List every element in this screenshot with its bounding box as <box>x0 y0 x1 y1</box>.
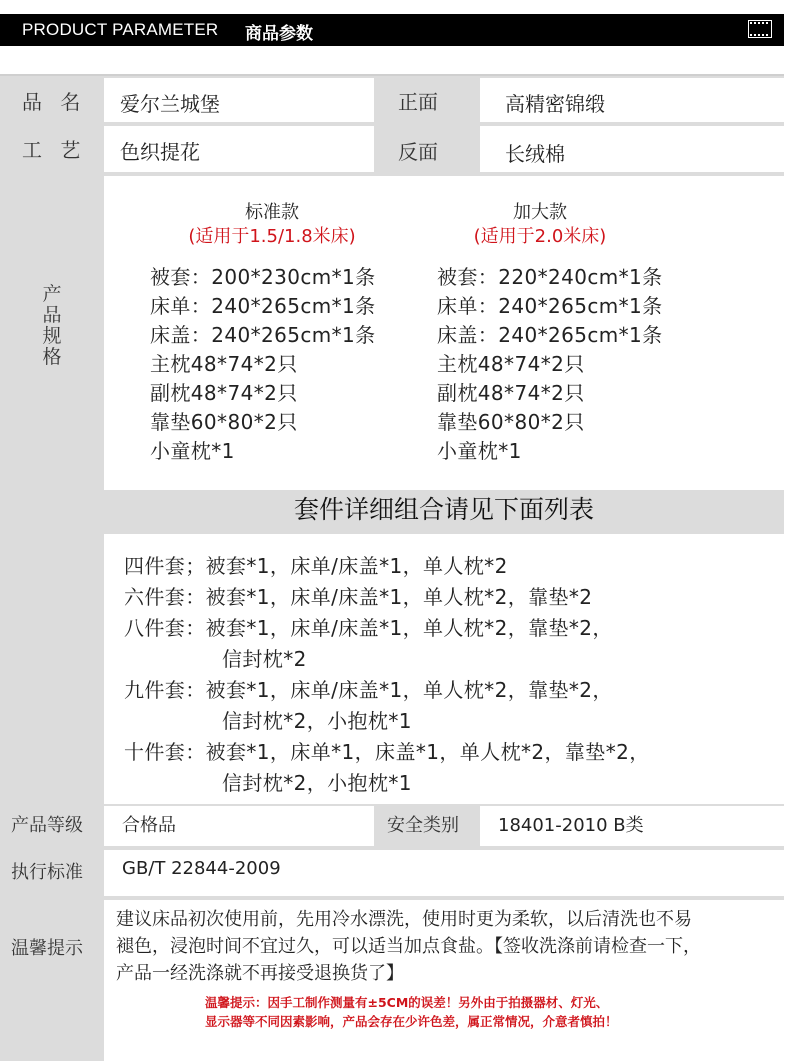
standard-label: 执行标准 <box>11 862 83 883</box>
craft-value: 色织提花 <box>120 140 200 164</box>
header-title-cn: 商品参数 <box>245 24 313 44</box>
film-icon <box>748 20 772 38</box>
large-item: 靠垫60*80*2只 <box>437 410 585 434</box>
spec-label: 产品规格 <box>42 283 62 368</box>
standard-item: 床盖：240*265cm*1条 <box>150 323 376 347</box>
safety-label: 安全类别 <box>387 815 459 836</box>
large-subtitle: (适用于2.0米床) <box>473 226 607 247</box>
combo-line: 九件套：被套*1，床单/床盖*1，单人枕*2，靠垫*2， <box>124 678 613 702</box>
tips-line: 产品一经洗涤就不再接受退换货了】 <box>116 963 404 984</box>
standard-item: 床单：240*265cm*1条 <box>150 294 376 318</box>
tips-line: 褪色，浸泡时间不宜过久，可以适当加点食盐。【签收洗涤前请检查一下， <box>116 936 701 957</box>
front-value: 高精密锦缎 <box>505 92 605 116</box>
large-item: 床盖：240*265cm*1条 <box>437 323 663 347</box>
combo-line: 信封枕*2，小抱枕*1 <box>222 709 412 733</box>
name-label: 品 名 <box>22 90 87 114</box>
large-item: 副枕48*74*2只 <box>437 381 585 405</box>
combo-line: 信封枕*2，小抱枕*1 <box>222 771 412 795</box>
combo-line: 六件套：被套*1，床单/床盖*1，单人枕*2，靠垫*2 <box>124 585 593 609</box>
standard-item: 主枕48*74*2只 <box>150 352 298 376</box>
tips-label: 温馨提示 <box>11 938 83 959</box>
standard-item: 被套：200*230cm*1条 <box>150 265 376 289</box>
tips-warning-line: 显示器等不同因素影响，产品会存在少许色差，属正常情况，介意者慎拍！ <box>205 1014 618 1029</box>
tips-warning-line: 温馨提示：因手工制作测量有±5CM的误差！另外由于拍摄器材、灯光、 <box>205 995 609 1010</box>
safety-value: 18401-2010 B类 <box>498 815 644 836</box>
standard-title: 标准款 <box>245 202 299 223</box>
large-item: 被套：220*240cm*1条 <box>437 265 663 289</box>
large-item: 小童枕*1 <box>437 439 522 463</box>
header-bar <box>0 14 784 46</box>
combo-line: 十件套：被套*1，床单*1，床盖*1，单人枕*2，靠垫*2， <box>124 740 650 764</box>
standard-item: 副枕48*74*2只 <box>150 381 298 405</box>
standard-subtitle: (适用于1.5/1.8米床) <box>188 226 356 247</box>
name-value: 爱尔兰城堡 <box>120 92 220 116</box>
combo-line: 信封枕*2 <box>222 647 307 671</box>
combo-line: 四件套；被套*1，床单/床盖*1，单人枕*2 <box>124 554 508 578</box>
tips-line: 建议床品初次使用前，先用冷水漂洗，使用时更为柔软，以后清洗也不易 <box>116 909 692 930</box>
large-title: 加大款 <box>513 202 567 223</box>
header-title-en: PRODUCT PARAMETER <box>22 20 219 39</box>
combo-line: 八件套：被套*1，床单/床盖*1，单人枕*2，靠垫*2， <box>124 616 613 640</box>
grade-label: 产品等级 <box>11 815 83 836</box>
back-label: 反面 <box>398 140 438 164</box>
craft-label: 工 艺 <box>22 138 87 162</box>
standard-value: GB/T 22844-2009 <box>122 858 281 879</box>
standard-item: 靠垫60*80*2只 <box>150 410 298 434</box>
grade-value: 合格品 <box>122 815 176 836</box>
standard-item: 小童枕*1 <box>150 439 235 463</box>
back-value: 长绒棉 <box>505 142 565 166</box>
front-label: 正面 <box>398 90 438 114</box>
large-item: 主枕48*74*2只 <box>437 352 585 376</box>
large-item: 床单：240*265cm*1条 <box>437 294 663 318</box>
combo-title: 套件详细组合请见下面列表 <box>293 495 594 524</box>
